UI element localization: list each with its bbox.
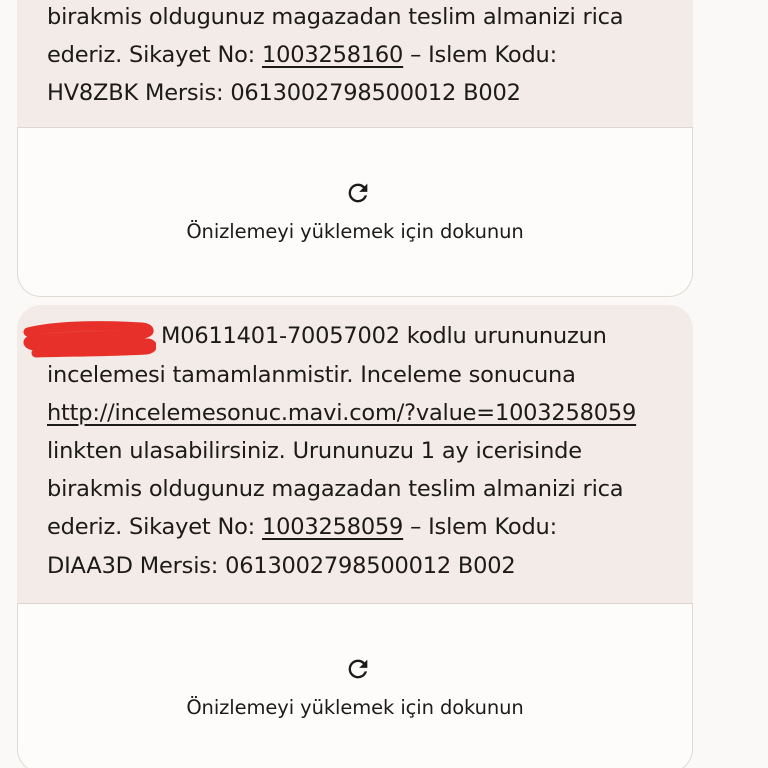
message-bubble-1[interactable] xyxy=(17,0,693,127)
redaction-scribble xyxy=(22,318,156,358)
message-1-line-3: HV8ZBK Mersis: 0613002798500012 B002 xyxy=(47,80,521,106)
link-preview-card-1[interactable] xyxy=(17,127,693,297)
preview-load-label-1: Önizlemeyi yüklemek için dokunun xyxy=(186,220,524,243)
link-preview-card-2[interactable] xyxy=(17,603,693,768)
message-2-line-6 xyxy=(47,508,557,546)
message-2-line-1: M0611401-70057002 kodlu urununuzun xyxy=(161,323,607,349)
complaint-number-link-1[interactable]: 1003258160 xyxy=(262,42,404,68)
message-2-line-2: incelemesi tamamlanmistir. Inceleme sonucuna xyxy=(47,362,576,388)
message-1-line-1: birakmis oldugunuz magazadan teslim almanizi rica xyxy=(47,4,624,30)
message-2-line-4: linkten ulasabilirsiniz. Urununuzu 1 ay icerisinde xyxy=(47,438,582,464)
message-1-line-2 xyxy=(47,36,557,74)
message-2-line-6-pre: ederiz. Sikayet No: xyxy=(47,514,263,540)
message-2-line-6-post: – Islem Kodu: xyxy=(403,514,557,540)
inspection-result-link[interactable]: http://incelemesonuc.mavi.com/?value=1003258059 xyxy=(47,400,637,426)
refresh-icon xyxy=(344,655,372,683)
preview-load-label-2: Önizlemeyi yüklemek için dokunun xyxy=(186,696,524,719)
message-2-line-7: DIAA3D Mersis: 0613002798500012 B002 xyxy=(47,553,516,579)
complaint-number-link-2[interactable]: 1003258059 xyxy=(262,514,404,540)
refresh-icon xyxy=(344,179,372,207)
message-1-line-2-post: – Islem Kodu: xyxy=(403,42,557,68)
message-1-line-2-pre: ederiz. Sikayet No: xyxy=(47,42,263,68)
message-2-line-3 xyxy=(47,394,636,432)
message-2-line-5: birakmis oldugunuz magazadan teslim almanizi rica xyxy=(47,476,624,502)
